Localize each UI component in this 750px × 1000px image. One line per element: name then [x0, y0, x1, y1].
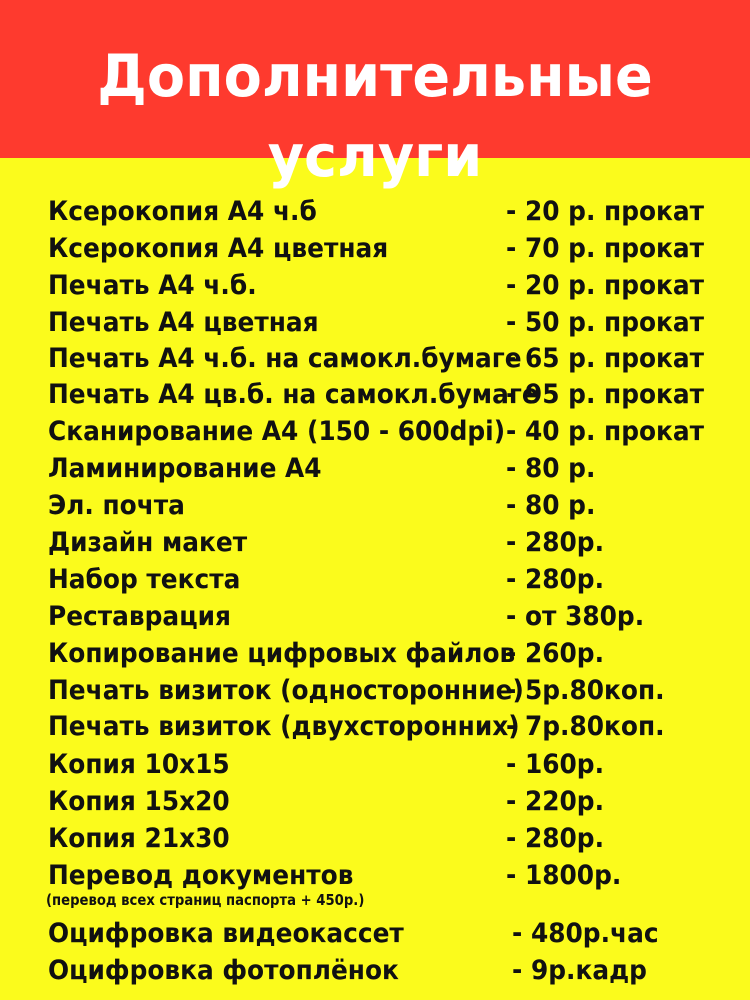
- service-row: [0, 268, 750, 304]
- service-price: - 160р.: [506, 749, 605, 780]
- service-row: [0, 488, 750, 524]
- service-name: Копирование цифровых файлов: [48, 638, 516, 669]
- service-price: - 80 р.: [506, 453, 596, 484]
- service-row: [0, 305, 750, 341]
- service-row: [0, 562, 750, 598]
- service-row: [0, 377, 750, 413]
- service-name: Дизайн макет: [48, 527, 248, 558]
- service-name: Оцифровка видеокассет: [48, 918, 404, 949]
- service-row: [0, 784, 750, 820]
- service-name: Эл. почта: [48, 490, 185, 521]
- service-price: - 70 р. прокат: [506, 233, 705, 264]
- service-name: Ксерокопия А4 ч.б: [48, 196, 317, 227]
- service-name: Реставрация: [48, 601, 231, 632]
- service-price: - 65 р. прокат: [506, 343, 705, 374]
- service-name: Копия 10х15: [48, 749, 230, 780]
- service-row: [0, 709, 750, 745]
- service-row: [0, 636, 750, 672]
- service-row: [0, 673, 750, 709]
- service-row: [0, 953, 750, 989]
- service-price: - 95 р. прокат: [506, 379, 705, 410]
- service-price: - 40 р. прокат: [506, 416, 705, 447]
- service-name: Перевод документов: [48, 860, 354, 891]
- service-price: - 1800р.: [506, 860, 622, 891]
- service-name: Ксерокопия А4 цветная: [48, 233, 389, 264]
- service-price: - 480р.час: [512, 918, 659, 949]
- service-row: [0, 821, 750, 857]
- service-row: [0, 916, 750, 952]
- service-row: [0, 231, 750, 267]
- service-row: [0, 194, 750, 230]
- service-price: - 280р.: [506, 823, 605, 854]
- service-price: - 50 р. прокат: [506, 307, 705, 338]
- page-title: Дополнительные услуги: [97, 42, 653, 190]
- service-name: Печать визиток (односторонние): [48, 675, 524, 706]
- service-name: Печать визиток (двухсторонних): [48, 711, 520, 742]
- service-price: - 9р.кадр: [512, 955, 647, 986]
- service-row: [0, 451, 750, 487]
- service-name: Печать А4 цв.б. на самокл.бумаге: [48, 379, 539, 410]
- service-name: Копия 21х30: [48, 823, 230, 854]
- service-price: - от 380р.: [506, 601, 645, 632]
- service-price: - 20 р. прокат: [506, 270, 705, 301]
- service-price: - 220р.: [506, 786, 605, 817]
- service-name: Печать А4 цветная: [48, 307, 319, 338]
- service-row: [0, 858, 750, 894]
- service-row: [0, 747, 750, 783]
- service-name: Набор текста: [48, 564, 241, 595]
- service-row: [0, 414, 750, 450]
- service-price: - 280р.: [506, 564, 605, 595]
- service-price: - 260р.: [506, 638, 605, 669]
- service-name: Оцифровка фотоплёнок: [48, 955, 399, 986]
- service-price: - 80 р.: [506, 490, 596, 521]
- service-row: [0, 341, 750, 377]
- service-name: Ламинирование А4: [48, 453, 322, 484]
- translation-note: (перевод всех страниц паспорта + 450р.): [46, 891, 365, 909]
- service-name: Печать А4 ч.б. на самокл.бумаге: [48, 343, 522, 374]
- service-row: [0, 525, 750, 561]
- service-name: Сканирование А4 (150 - 600dpi): [48, 416, 506, 447]
- service-price: - 7р.80коп.: [506, 711, 665, 742]
- service-price: - 20 р. прокат: [506, 196, 705, 227]
- service-name: Печать А4 ч.б.: [48, 270, 257, 301]
- service-price: - 5р.80коп.: [506, 675, 665, 706]
- service-name: Копия 15х20: [48, 786, 230, 817]
- service-row: [0, 599, 750, 635]
- service-price: - 280р.: [506, 527, 605, 558]
